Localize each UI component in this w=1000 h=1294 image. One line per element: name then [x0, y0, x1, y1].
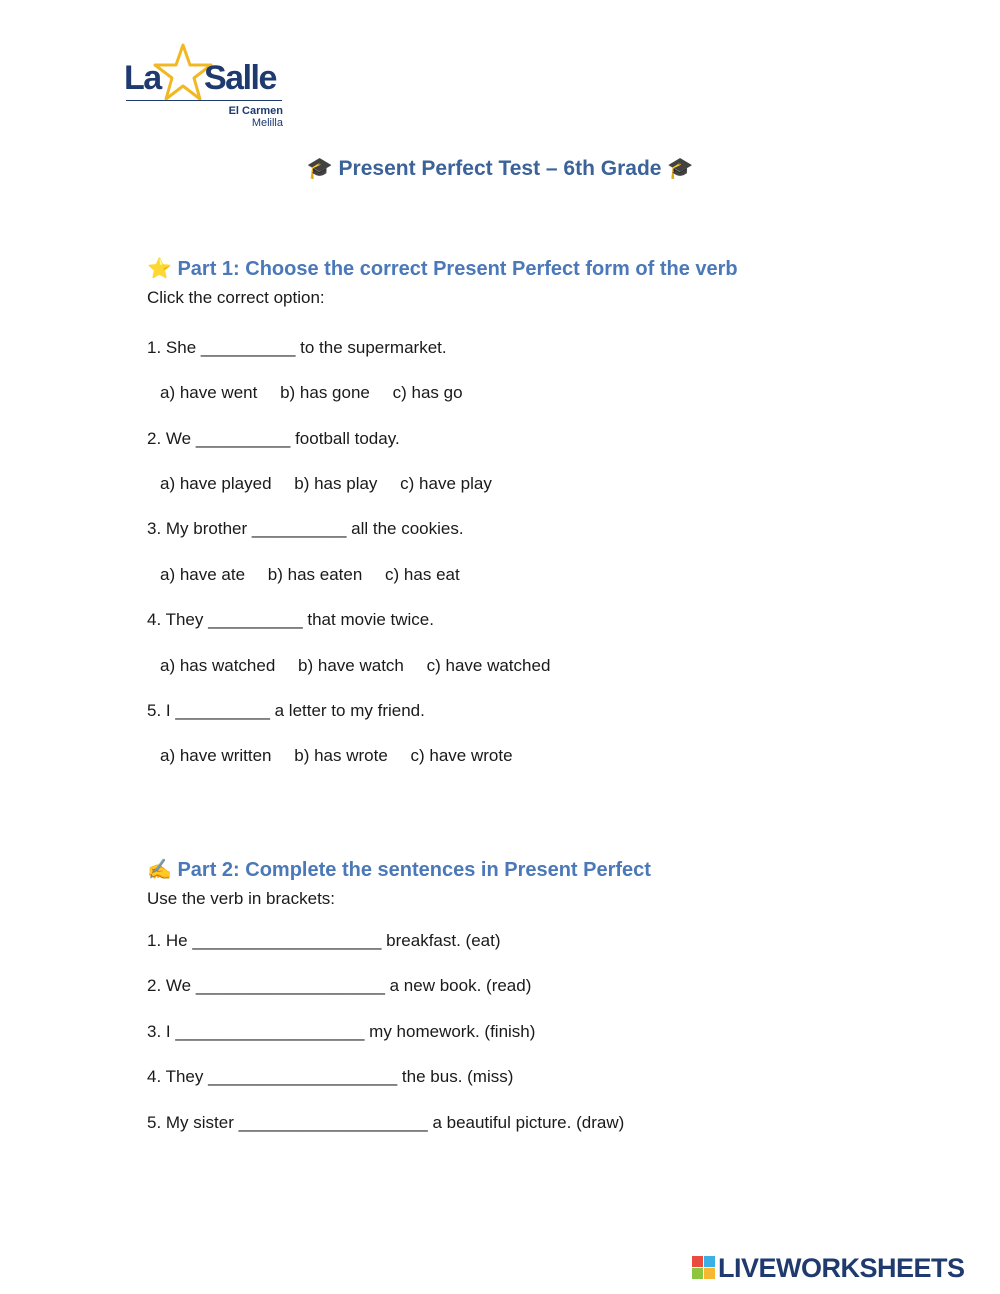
question-3-options — [160, 565, 478, 585]
option-3c[interactable]: c) has eat — [385, 565, 460, 584]
part1-heading-row — [147, 256, 738, 281]
graduation-cap-icon: 🎓 — [667, 157, 694, 180]
part1-instruction: Click the correct option: — [147, 288, 325, 307]
question-2-options — [160, 474, 510, 494]
question-3: 3. My brother __________ all the cookies. — [147, 519, 464, 538]
logo-subtitle-1: El Carmen — [228, 105, 283, 117]
question-2: 2. We __________ football today. — [147, 429, 400, 448]
liveworksheets-logo-icon — [692, 1256, 716, 1280]
sentence-2[interactable]: 2. We ____________________ a new book. (read) — [147, 976, 532, 995]
brand-wordmark: LIVEWORKSHEETS — [718, 1253, 965, 1283]
school-logo — [124, 42, 289, 134]
sentence-3[interactable]: 3. I ____________________ my homework. (finish) — [147, 1022, 536, 1041]
page-title: Present Perfect Test – 6th Grade — [338, 157, 662, 180]
question-5: 5. I __________ a letter to my friend. — [147, 701, 425, 720]
star-icon: ⭐ — [147, 258, 172, 280]
logo-text-left: La — [124, 59, 161, 97]
logo-rule — [126, 100, 282, 101]
option-1c[interactable]: c) has go — [392, 383, 463, 402]
option-3a[interactable]: a) have ate — [160, 565, 246, 584]
option-3b[interactable]: b) has eaten — [267, 565, 363, 584]
option-2a[interactable]: a) have played — [160, 474, 272, 493]
part2-heading-row — [147, 857, 651, 882]
question-4-options — [160, 656, 568, 676]
question-1-options — [160, 383, 481, 403]
part2-heading: Part 2: Complete the sentences in Present Perfect — [177, 859, 651, 881]
option-2c[interactable]: c) have play — [400, 474, 492, 493]
logo-text-right: Salle — [204, 59, 276, 97]
option-5b[interactable]: b) has wrote — [294, 746, 388, 765]
question-5-options — [160, 746, 531, 766]
option-1b[interactable]: b) has gone — [280, 383, 370, 402]
graduation-cap-icon: 🎓 — [306, 157, 333, 180]
sentence-1[interactable]: 1. He ____________________ breakfast. (eat) — [147, 931, 501, 950]
part1-heading: Part 1: Choose the correct Present Perfect form of the verb — [177, 258, 738, 280]
question-1: 1. She __________ to the supermarket. — [147, 338, 447, 357]
option-5a[interactable]: a) have written — [160, 746, 272, 765]
part2-instruction: Use the verb in brackets: — [147, 889, 336, 908]
option-4a[interactable]: a) has watched — [160, 656, 276, 675]
option-4b[interactable]: b) have watch — [298, 656, 404, 675]
option-5c[interactable]: c) have wrote — [410, 746, 513, 765]
option-1a[interactable]: a) have went — [160, 383, 258, 402]
page-title-row — [0, 157, 1000, 181]
liveworksheets-brand — [692, 1252, 992, 1284]
option-4c[interactable]: c) have watched — [426, 656, 551, 675]
writing-hand-icon: ✍️ — [147, 859, 172, 881]
logo-subtitle-2: Melilla — [251, 117, 283, 129]
sentence-5[interactable]: 5. My sister ____________________ a beautiful picture. (draw) — [147, 1113, 625, 1132]
option-2b[interactable]: b) has play — [294, 474, 378, 493]
sentence-4[interactable]: 4. They ____________________ the bus. (miss) — [147, 1067, 514, 1086]
question-4: 4. They __________ that movie twice. — [147, 610, 434, 629]
